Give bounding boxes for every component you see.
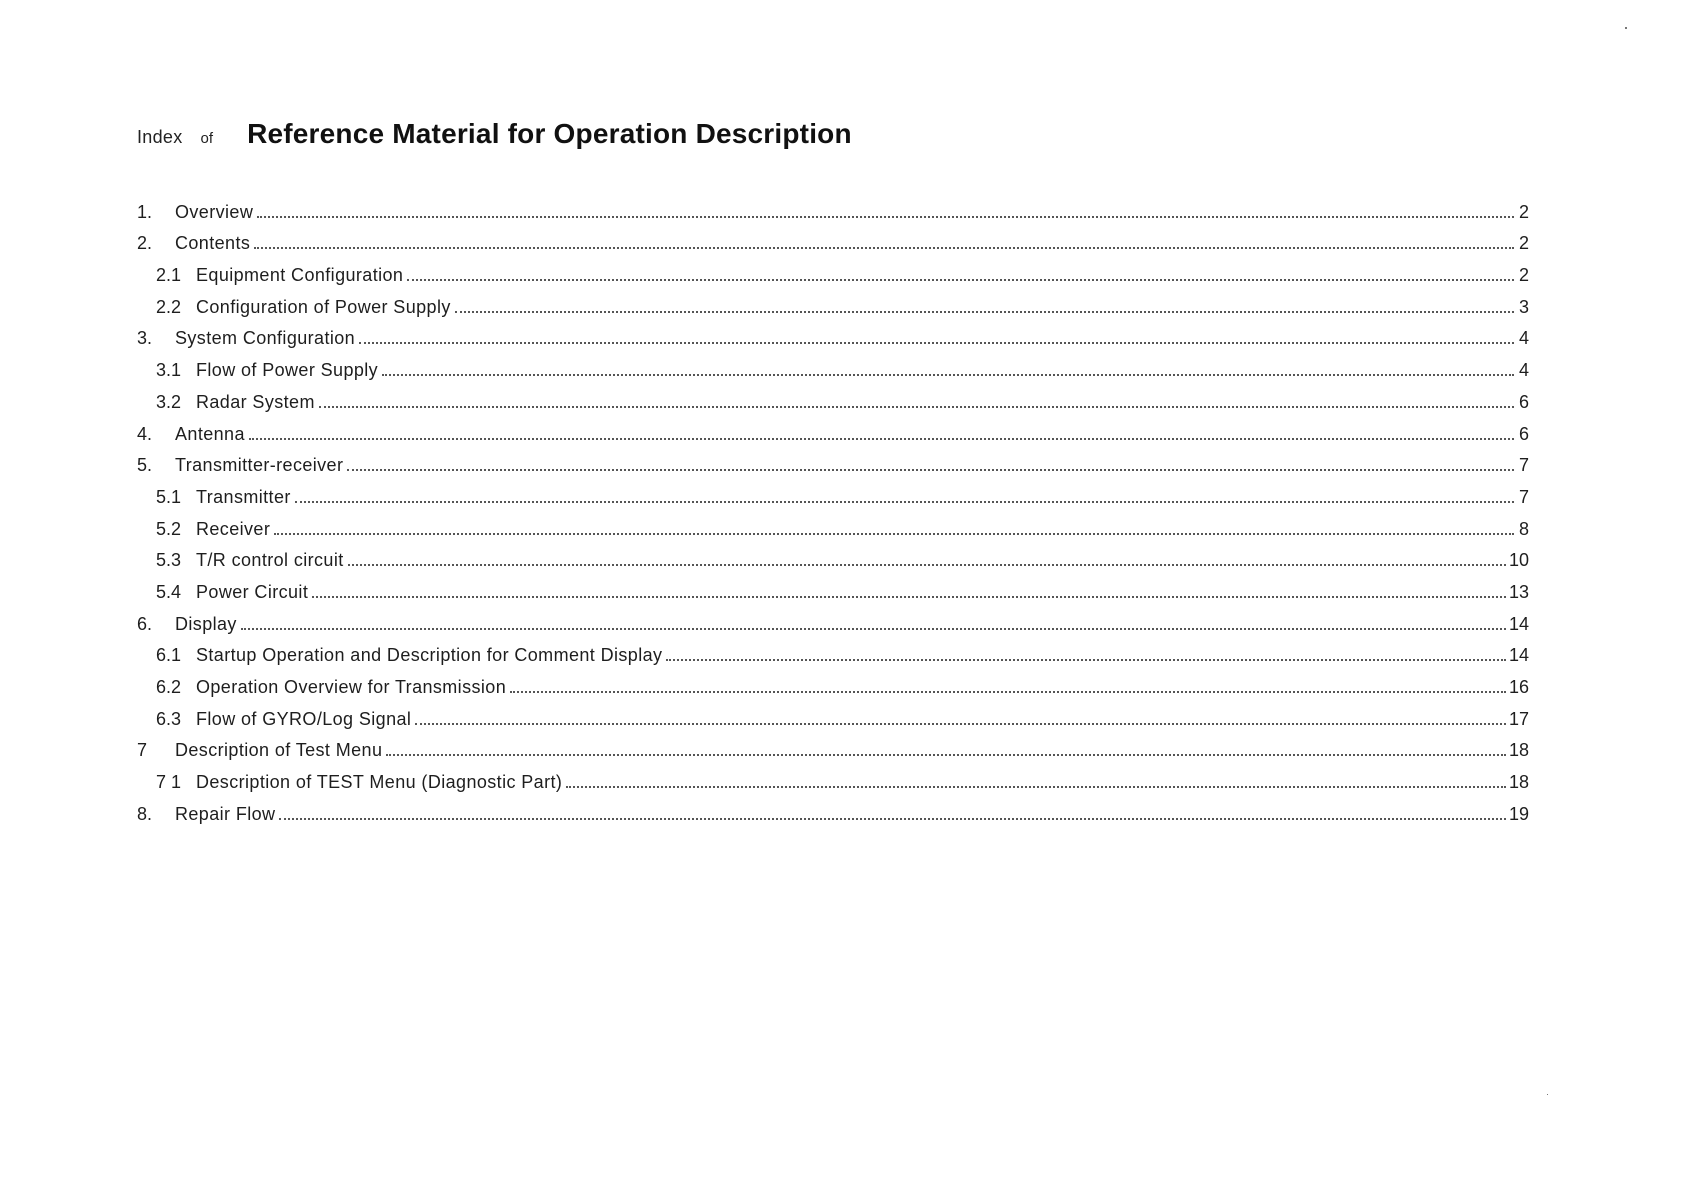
- title-prefix: Index: [137, 127, 183, 147]
- toc-entry-number: 3.: [137, 328, 153, 349]
- scan-speck: [1547, 1094, 1548, 1095]
- toc-entry[interactable]: [137, 730, 1529, 762]
- toc-entry-number: 5.1: [156, 486, 182, 507]
- toc-entry-label: Power Circuit: [196, 581, 309, 602]
- dot-leader: [347, 469, 1514, 471]
- toc-entry-number: 6.: [137, 613, 153, 634]
- toc-entry-number: 5.: [137, 455, 153, 476]
- toc-entry[interactable]: [137, 286, 1529, 318]
- toc-entry-label: System Configuration: [175, 328, 356, 349]
- toc-entry-label: Description of TEST Menu (Diagnostic Part): [196, 772, 563, 793]
- toc-entry-label: Overview: [175, 201, 254, 222]
- toc-entry-label: Receiver: [196, 518, 271, 539]
- toc-entry[interactable]: [137, 666, 1529, 698]
- dot-leader: [279, 818, 1506, 820]
- toc-entry[interactable]: [137, 761, 1529, 793]
- toc-entry-label: Antenna: [175, 423, 245, 444]
- toc-entry-page-number: 13: [1508, 581, 1529, 602]
- toc-entry-label: Flow of Power Supply: [196, 360, 379, 381]
- dot-leader: [386, 754, 1506, 756]
- toc-entry-page-number: 4: [1518, 360, 1529, 381]
- toc-entry-number: 2.2: [156, 296, 182, 317]
- scan-speck: [1625, 27, 1627, 29]
- toc-entry[interactable]: [137, 254, 1529, 286]
- toc-entry[interactable]: [137, 476, 1529, 508]
- toc-entry-number: 6.1: [156, 645, 182, 666]
- toc-entry[interactable]: [137, 413, 1529, 445]
- toc-entry-page-number: 8: [1518, 518, 1529, 539]
- title-connector: of: [200, 130, 214, 147]
- toc-entry[interactable]: [137, 223, 1529, 255]
- toc-entry-number: 3.2: [156, 391, 182, 412]
- toc-entry-page-number: 4: [1518, 328, 1529, 349]
- toc-entry-page-number: 14: [1508, 645, 1529, 666]
- dot-leader: [359, 342, 1514, 344]
- toc-entry-label: Configuration of Power Supply: [196, 296, 451, 317]
- toc-entry-page-number: 18: [1508, 772, 1529, 793]
- toc-entry-number: 2.1: [156, 265, 182, 286]
- toc-entry-page-number: 3: [1518, 296, 1529, 317]
- toc-entry[interactable]: [137, 445, 1529, 477]
- dot-leader: [510, 691, 1506, 693]
- toc-entry-number: 5.2: [156, 518, 182, 539]
- toc-entry-number: 5.3: [156, 550, 182, 571]
- toc-entry[interactable]: [137, 381, 1529, 413]
- toc-entry-number: 8.: [137, 803, 153, 824]
- toc-entry[interactable]: [137, 508, 1529, 540]
- toc-entry-page-number: 6: [1518, 391, 1529, 412]
- toc-entry-label: T/R control circuit: [196, 550, 344, 571]
- toc-entry-number: 2.: [137, 233, 153, 254]
- toc-entry-page-number: 6: [1518, 423, 1529, 444]
- toc-entry-number: 7: [137, 740, 148, 761]
- toc-entry-page-number: 10: [1508, 550, 1529, 571]
- toc-entry-number: 4.: [137, 423, 153, 444]
- dot-leader: [407, 279, 1514, 281]
- toc-entry-number: 6.3: [156, 708, 182, 729]
- dot-leader: [312, 596, 1506, 598]
- toc-entry[interactable]: [137, 349, 1529, 381]
- toc-entry-label: Transmitter: [196, 486, 291, 507]
- toc-entry-label: Transmitter-receiver: [175, 455, 344, 476]
- dot-leader: [455, 311, 1514, 313]
- toc-entry-label: Display: [175, 613, 237, 634]
- toc-entry-page-number: 14: [1508, 613, 1529, 634]
- toc-entry-label: Equipment Configuration: [196, 265, 404, 286]
- dot-leader: [566, 786, 1506, 788]
- toc-entry-page-number: 7: [1518, 486, 1529, 507]
- toc-entry-number: 6.2: [156, 677, 182, 697]
- toc-entry-page-number: 19: [1508, 803, 1529, 824]
- toc-entry-number: 3.1: [156, 360, 182, 381]
- dot-leader: [274, 533, 1514, 535]
- toc-entry[interactable]: [137, 571, 1529, 603]
- toc-entry[interactable]: [137, 191, 1529, 223]
- toc-entry[interactable]: [137, 540, 1529, 572]
- dot-leader: [295, 501, 1514, 503]
- toc-entry-label: Description of Test Menu: [175, 740, 383, 761]
- page-title: Reference Material for Operation Description: [247, 118, 852, 149]
- dot-leader: [348, 564, 1506, 566]
- toc-entry-page-number: 2: [1518, 233, 1529, 254]
- toc-entry-number: 5.4: [156, 581, 182, 602]
- toc-entry[interactable]: [137, 698, 1529, 730]
- dot-leader: [241, 628, 1506, 630]
- toc-entry-page-number: 2: [1518, 265, 1529, 286]
- toc-entry[interactable]: [137, 635, 1529, 667]
- dot-leader: [254, 247, 1514, 249]
- toc-entry-label: Radar System: [196, 391, 315, 412]
- dot-leader: [382, 374, 1514, 376]
- toc-entry-page-number: 7: [1518, 455, 1529, 476]
- toc-entry-label: Flow of GYRO/Log Signal: [196, 708, 412, 729]
- dot-leader: [249, 438, 1514, 440]
- dot-leader: [319, 406, 1514, 408]
- toc-entry-number: 7 1: [156, 772, 182, 793]
- toc-entry-label: Operation Overview for Transmission: [196, 677, 507, 697]
- toc-entry-page-number: 17: [1508, 708, 1529, 729]
- toc-entry[interactable]: [137, 318, 1529, 350]
- toc-entry-label: Contents: [175, 233, 251, 254]
- toc-entry-number: 1.: [137, 201, 153, 222]
- dot-leader: [257, 216, 1514, 218]
- index-title: [137, 118, 852, 150]
- toc-entry-page-number: 2: [1518, 201, 1529, 222]
- toc-entry-label: Repair Flow: [175, 803, 276, 824]
- toc-entry-label: Startup Operation and Description for Comment Display: [196, 645, 663, 666]
- toc-entry[interactable]: [137, 603, 1529, 635]
- toc-entry-page-number: 16: [1508, 677, 1529, 697]
- dot-leader: [415, 723, 1506, 725]
- toc-entry-page-number: 18: [1508, 740, 1529, 761]
- toc-entry[interactable]: [137, 793, 1529, 825]
- dot-leader: [666, 659, 1506, 661]
- table-of-contents: [137, 191, 1529, 825]
